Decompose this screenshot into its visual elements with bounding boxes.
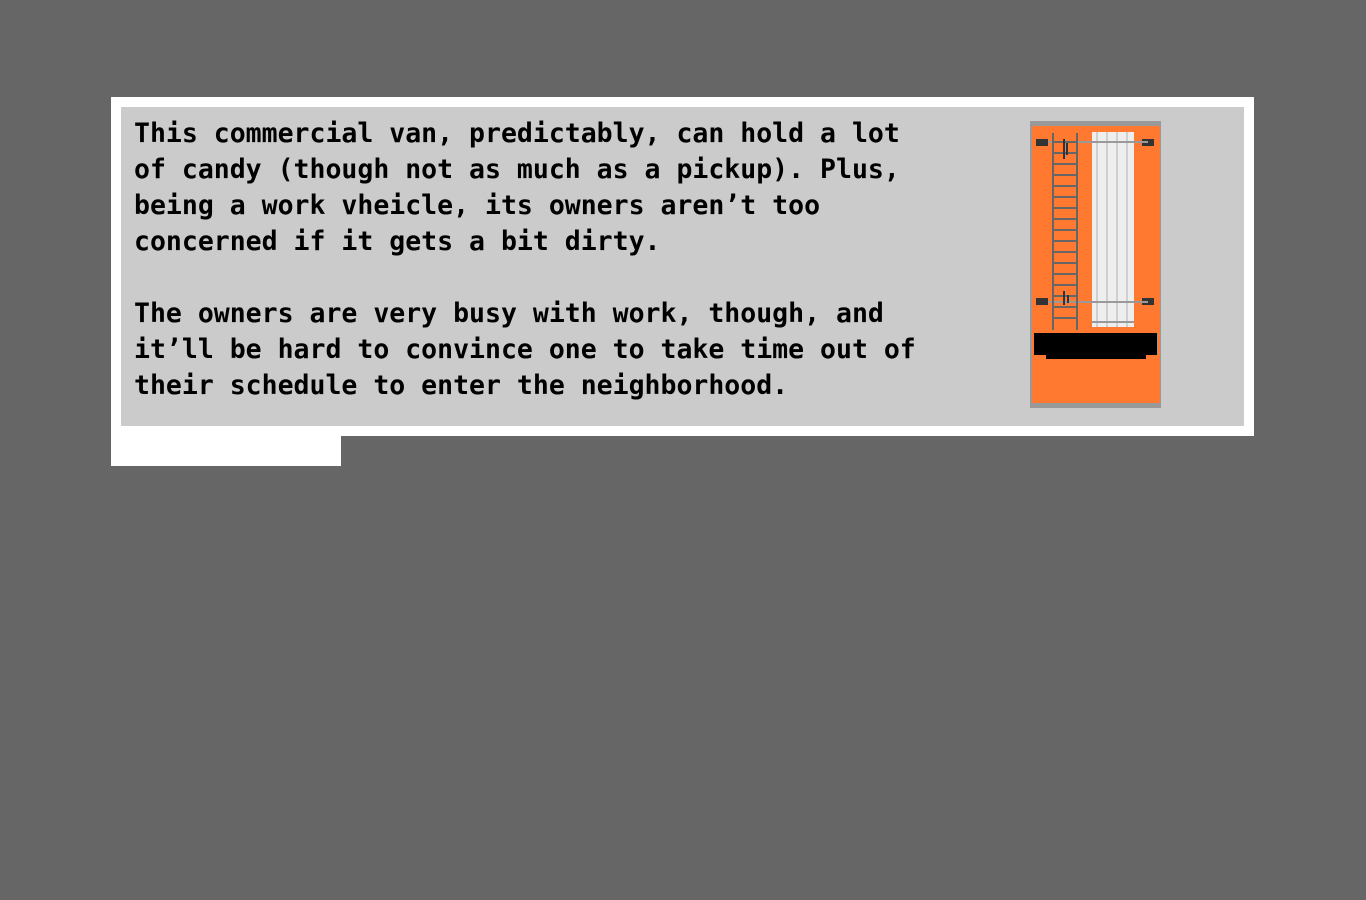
van-mirror	[1036, 298, 1048, 305]
info-dialog-tab	[111, 436, 341, 466]
description-paragraph-2: The owners are very busy with work, though, and it’ll be hard to convince one to take time out of their schedule to enter the neighborhood.	[134, 298, 932, 401]
van-windshield	[1034, 333, 1157, 355]
commercial-van-icon	[1030, 121, 1161, 408]
description-paragraph-1: This commercial van, predictably, can hold a lot of candy (though not as much as a pickup). Plus, being a work vheicle, its owners aren’t too concerned if it gets a bit dirty.	[134, 118, 916, 257]
vehicle-description	[134, 116, 934, 404]
van-mirror	[1036, 139, 1048, 146]
